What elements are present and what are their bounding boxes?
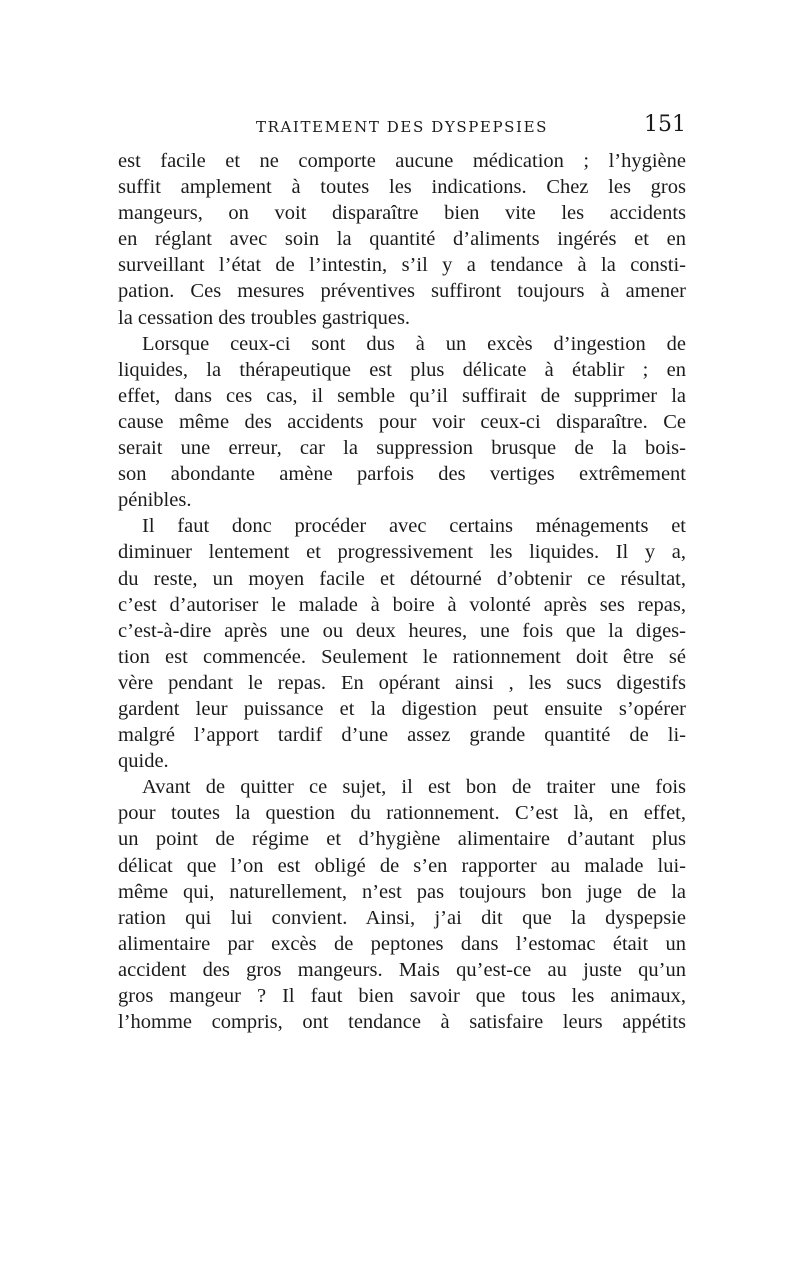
text-line: mangeurs, on voit disparaître bien vite les accidents — [118, 202, 686, 225]
text-line: liquides, la thérapeutique est plus délicate à établir ; en — [118, 358, 686, 381]
text-line: diminuer lentement et progressivement les liquides. Il y a, — [118, 541, 686, 564]
text-line: ration qui lui convient. Ainsi, j’ai dit que la dyspepsie — [118, 906, 686, 929]
text-line: malgré l’apport tardif d’une assez grande quantité de li- — [118, 724, 686, 747]
text-line: tion est commencée. Seulement le rationnement doit être sé — [118, 645, 686, 668]
text-line: effet, dans ces cas, il semble qu’il suffirait de supprimer la — [118, 384, 686, 407]
text-line: l’homme compris, ont tendance à satisfaire leurs appétits — [118, 1011, 686, 1034]
text-line: son abondante amène parfois des vertiges extrêmement — [118, 463, 686, 486]
running-head — [118, 112, 686, 142]
text-line: en réglant avec soin la quantité d’aliments ingérés et en — [118, 228, 686, 251]
text-line: surveillant l’état de l’intestin, s’il y a tendance à la consti- — [118, 254, 686, 277]
text-line: alimentaire par excès de peptones dans l’estomac était un — [118, 932, 686, 955]
text-line: c’est d’autoriser le malade à boire à volonté après ses repas, — [118, 593, 686, 616]
text-line: Il faut donc procéder avec certains ménagements et — [142, 515, 686, 538]
text-line: accident des gros mangeurs. Mais qu’est-ce au juste qu’un — [118, 958, 686, 981]
text-line: gros mangeur ? Il faut bien savoir que tous les animaux, — [118, 985, 686, 1007]
body-text — [118, 148, 686, 1035]
text-line: même qui, naturellement, n’est pas toujours bon juge de la — [118, 880, 686, 903]
text-line: suffit amplement à toutes les indications. Chez les gros — [118, 176, 686, 199]
text-line: c’est-à-dire après une ou deux heures, une fois que la diges- — [118, 619, 686, 642]
text-line: Lorsque ceux-ci sont dus à un excès d’ingestion de — [142, 332, 686, 355]
text-line: délicat que l’on est obligé de s’en rapporter au malade lui- — [118, 854, 686, 877]
text-line: la cessation des troubles gastriques. — [118, 306, 411, 329]
text-line: quide. — [118, 750, 169, 773]
paragraph — [118, 331, 686, 514]
text-line: pour toutes la question du rationnement. C’est là, en effet, — [118, 802, 686, 825]
text-line: pation. Ces mesures préventives suffiront toujours à amener — [118, 280, 686, 303]
text-line: est facile et ne comporte aucune médication ; l’hygiène — [118, 150, 686, 172]
paragraph — [118, 774, 686, 1035]
text-line: pénibles. — [118, 489, 192, 512]
text-line: serait une erreur, car la suppression brusque de la bois- — [118, 437, 686, 460]
paragraph — [118, 148, 686, 331]
text-line: un point de régime et d’hygiène alimentaire d’autant plus — [118, 828, 686, 851]
text-line: du reste, un moyen facile et détourné d’obtenir ce résultat, — [118, 567, 686, 590]
running-title: TRAITEMENT DES DYSPEPSIES — [255, 118, 548, 136]
text-line: vère pendant le repas. En opérant ainsi , les sucs digestifs — [118, 671, 686, 694]
paragraph — [118, 513, 686, 774]
text-line: Avant de quitter ce sujet, il est bon de traiter une fois — [142, 776, 686, 799]
text-line: gardent leur puissance et la digestion peut ensuite s’opérer — [118, 697, 686, 720]
text-line: cause même des accidents pour voir ceux-ci disparaître. Ce — [118, 410, 686, 433]
page-number: 151 — [644, 112, 686, 137]
